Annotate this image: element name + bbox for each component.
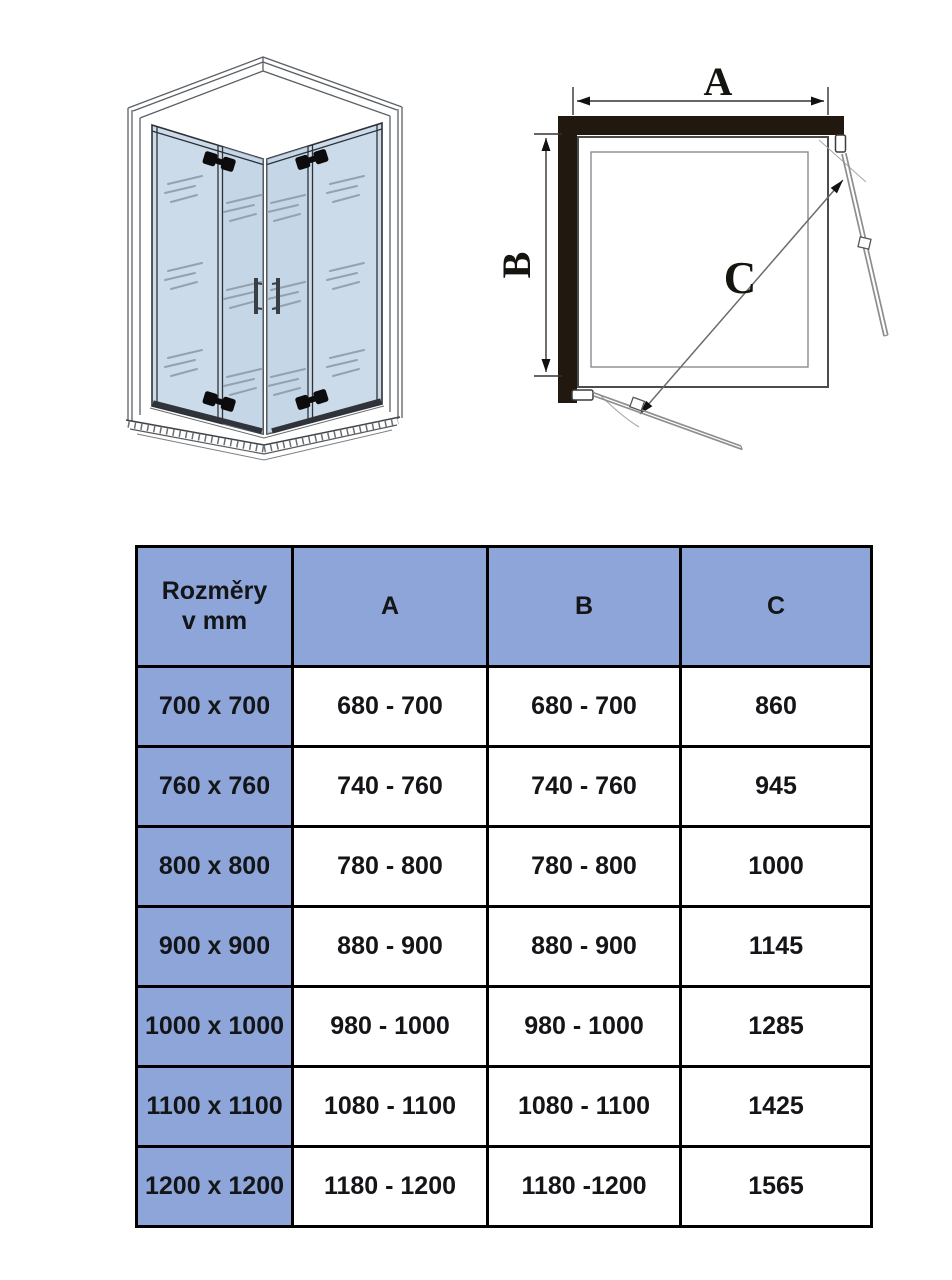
- cell-b: 680 - 700: [488, 667, 681, 747]
- size-cell: 800 x 800: [137, 827, 293, 907]
- cell-b: 1080 - 1100: [488, 1067, 681, 1147]
- cell-a: 880 - 900: [293, 907, 488, 987]
- col-header-c: C: [681, 547, 872, 667]
- col-header-size: [137, 547, 293, 667]
- dim-b-label: B: [494, 251, 539, 279]
- cell-a: 740 - 760: [293, 747, 488, 827]
- cell-c: 1000: [681, 827, 872, 907]
- cell-b: 1180 -1200: [488, 1147, 681, 1227]
- table-row: [137, 827, 872, 907]
- size-header-line1: Rozměry: [161, 577, 268, 605]
- plan-wall-bands: [558, 116, 844, 403]
- dimension-a: [573, 87, 828, 115]
- size-header-line2: v mm: [181, 606, 248, 635]
- size-cell: 1000 x 1000: [137, 987, 293, 1067]
- cell-c: 945: [681, 747, 872, 827]
- cell-c: 1145: [681, 907, 872, 987]
- cell-b: 780 - 800: [488, 827, 681, 907]
- table-row: [137, 987, 872, 1067]
- cell-a: 980 - 1000: [293, 987, 488, 1067]
- cell-a: 780 - 800: [293, 827, 488, 907]
- cell-c: 1425: [681, 1067, 872, 1147]
- size-cell: 760 x 760: [137, 747, 293, 827]
- table-row: [137, 747, 872, 827]
- iso-glass-panels: [152, 123, 382, 434]
- plan-tray-outline: [578, 137, 828, 387]
- col-header-b: B: [488, 547, 681, 667]
- cell-c: 1285: [681, 987, 872, 1067]
- size-cell: 1100 x 1100: [137, 1067, 293, 1147]
- cell-c: 860: [681, 667, 872, 747]
- cell-b: 980 - 1000: [488, 987, 681, 1067]
- cell-a: 1080 - 1100: [293, 1067, 488, 1147]
- dim-c-label: C: [723, 253, 757, 303]
- cell-a: 680 - 700: [293, 667, 488, 747]
- iso-diagram: [126, 57, 402, 460]
- cell-b: 880 - 900: [488, 907, 681, 987]
- size-cell: 900 x 900: [137, 907, 293, 987]
- cell-c: 1565: [681, 1147, 872, 1227]
- plan-diagram: [494, 59, 888, 449]
- size-cell: 1200 x 1200: [137, 1147, 293, 1227]
- dimensions-table: [135, 545, 873, 1228]
- col-header-a: A: [293, 547, 488, 667]
- size-cell: 700 x 700: [137, 667, 293, 747]
- plan-door-bottom-left: [572, 390, 742, 449]
- table-row: [137, 1067, 872, 1147]
- dim-a-label: A: [703, 59, 733, 104]
- plan-door-top-right: [819, 135, 888, 336]
- table-row: [137, 667, 872, 747]
- technical-diagrams: [0, 0, 952, 535]
- cell-a: 1180 - 1200: [293, 1147, 488, 1227]
- cell-b: 740 - 760: [488, 747, 681, 827]
- table-row: [137, 1147, 872, 1227]
- table-row: [137, 907, 872, 987]
